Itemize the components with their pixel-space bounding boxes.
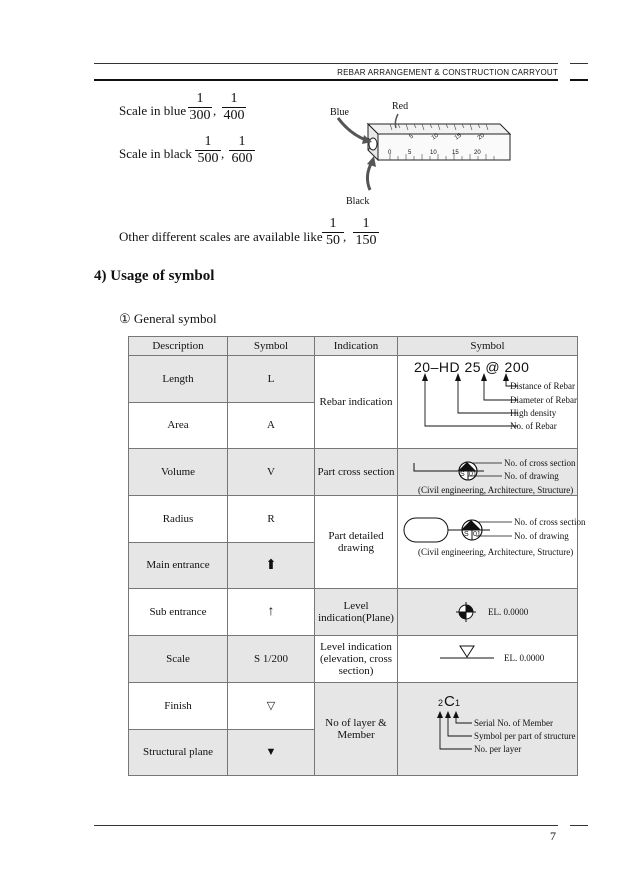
- level-elev-symbol-cell: [398, 636, 578, 683]
- header-indication: Indication: [315, 337, 398, 356]
- sym-finish: ▽: [228, 683, 315, 730]
- ruler-tick-bottom-4: 15: [452, 150, 459, 156]
- cross-s: S: [460, 471, 465, 478]
- rebar-symbol-cell: [398, 356, 578, 449]
- header-rule-tick: [570, 63, 588, 64]
- cross-num: 01: [469, 471, 477, 478]
- table-row: [129, 449, 578, 496]
- ind-layer: No of layer & Member: [315, 683, 398, 776]
- ind-rebar: Rebar indication: [315, 356, 398, 449]
- ind-level-plane: Level indication(Plane): [315, 589, 398, 636]
- cross-caption: (Civil engineering, Architecture, Structure): [418, 485, 574, 495]
- sym-structural-plane: ▼: [228, 729, 315, 776]
- symbol-table: [128, 336, 586, 776]
- ruler-tick-bottom-2: 5: [408, 150, 412, 156]
- desc-main-entrance: Main entrance: [129, 542, 228, 589]
- desc-length: Length: [129, 356, 228, 403]
- sym-area: A: [228, 402, 315, 449]
- ruler-tick-bottom-5: 20: [474, 150, 481, 156]
- cross-top: 1: [466, 462, 470, 470]
- page-number: 7: [550, 829, 556, 843]
- layer-pre: 2: [438, 698, 444, 708]
- detail-top: 1: [470, 520, 474, 528]
- layer-main: C: [444, 693, 455, 710]
- layer-symbol-cell: [398, 683, 578, 776]
- ruler-tick-bottom-1: 0: [388, 150, 392, 156]
- detail-s: S: [464, 531, 469, 538]
- scale-blue-label: Scale in blue: [119, 103, 187, 118]
- scale-other-label: Other different scales are available like: [119, 229, 323, 244]
- layer-note: Symbol per part of structure: [474, 731, 576, 741]
- desc-volume: Volume: [129, 449, 228, 496]
- header-symbol: Symbol: [228, 337, 315, 356]
- rebar-note: Diameter of Rebar: [510, 395, 577, 405]
- scale-blue-frac-1: $\frac{1}{300}$: [189, 91, 211, 123]
- comma: ,: [221, 146, 225, 161]
- scale-black-frac-1: $\frac{1}{500}$: [195, 134, 221, 167]
- table-row: [129, 636, 578, 683]
- header-title: REBAR ARRANGEMENT & CONSTRUCTION CARRYOUT: [337, 68, 558, 77]
- section-subtitle: ① General symbol: [119, 311, 217, 326]
- ruler-label-red: Red: [392, 101, 409, 112]
- rebar-code: 20–HD 25 @ 200: [414, 359, 530, 375]
- sym-volume: V: [228, 449, 315, 496]
- table-header-row: [129, 337, 578, 356]
- ind-part-detailed: Part detailed drawing: [315, 496, 398, 589]
- detail-note: No. of drawing: [514, 531, 569, 541]
- header-rule-bottom: [94, 79, 558, 81]
- layer-post: 1: [455, 698, 461, 708]
- desc-area: Area: [129, 402, 228, 449]
- layer-note: No. per layer: [474, 744, 522, 754]
- scale-black-label: Scale in black: [119, 146, 192, 161]
- table-row: [129, 356, 578, 403]
- scale-other-frac-1: $\frac{1}{50}$: [322, 216, 344, 249]
- ruler-tick-top-4: 20: [476, 132, 486, 142]
- scale-other-frac-2: $\frac{1}{150}$: [353, 216, 379, 249]
- rebar-note: No. of Rebar: [510, 421, 557, 431]
- cross-note: No. of cross section: [504, 458, 576, 468]
- desc-structural-plane: Structural plane: [129, 729, 228, 776]
- detail-caption: (Civil engineering, Architecture, Structure): [418, 547, 574, 557]
- table-row: [129, 683, 578, 730]
- comma: ,: [343, 229, 347, 244]
- sym-radius: R: [228, 496, 315, 543]
- sym-sub-entrance: ↑: [228, 589, 315, 636]
- ruler-tick-top-1: 5: [408, 133, 415, 141]
- detail-note: No. of cross section: [514, 517, 586, 527]
- table-row: [129, 496, 578, 543]
- level-plane-text: EL. 0.0000: [488, 607, 529, 617]
- layer-note: Serial No. of Member: [474, 718, 553, 728]
- scale-blue-frac-2: $\frac{1}{400}$: [223, 91, 245, 123]
- rebar-note: High density: [510, 408, 557, 418]
- ruler-tick-top-2: 10: [430, 132, 440, 142]
- part-detailed-symbol-cell: [398, 496, 586, 589]
- ruler-tick-top-3: 15: [453, 132, 463, 142]
- header-description: Description: [129, 337, 228, 356]
- sym-length: L: [228, 356, 315, 403]
- header-rule-top: [94, 63, 558, 64]
- desc-finish: Finish: [129, 683, 228, 730]
- rebar-note: Distance of Rebar: [510, 381, 575, 391]
- header-rule-tick-2: [570, 79, 588, 81]
- ruler-label-blue: Blue: [330, 107, 349, 118]
- part-cross-symbol-cell: [398, 449, 578, 496]
- section-title: 4) Usage of symbol: [94, 268, 215, 284]
- desc-radius: Radius: [129, 496, 228, 543]
- desc-sub-entrance: Sub entrance: [129, 589, 228, 636]
- ind-level-elev: Level indication (elevation, cross section): [315, 636, 398, 683]
- footer-rule: [94, 825, 558, 826]
- scale-black-frac-2: $\frac{1}{600}$: [229, 134, 255, 167]
- ind-part-cross: Part cross section: [315, 449, 398, 496]
- level-plane-symbol-cell: [398, 589, 578, 636]
- table-row: [129, 589, 578, 636]
- header-symbol-2: Symbol: [398, 337, 578, 356]
- footer-rule-tick: [570, 825, 588, 826]
- sym-main-entrance: ⬆: [228, 542, 315, 589]
- desc-scale: Scale: [129, 636, 228, 683]
- sym-scale: S 1/200: [228, 636, 315, 683]
- ruler-tick-bottom-3: 10: [430, 150, 437, 156]
- level-elev-text: EL. 0.0000: [504, 653, 545, 663]
- ruler-label-black: Black: [346, 196, 370, 207]
- comma: ,: [213, 103, 217, 118]
- detail-num: 01: [473, 531, 481, 538]
- cross-note: No. of drawing: [504, 471, 559, 481]
